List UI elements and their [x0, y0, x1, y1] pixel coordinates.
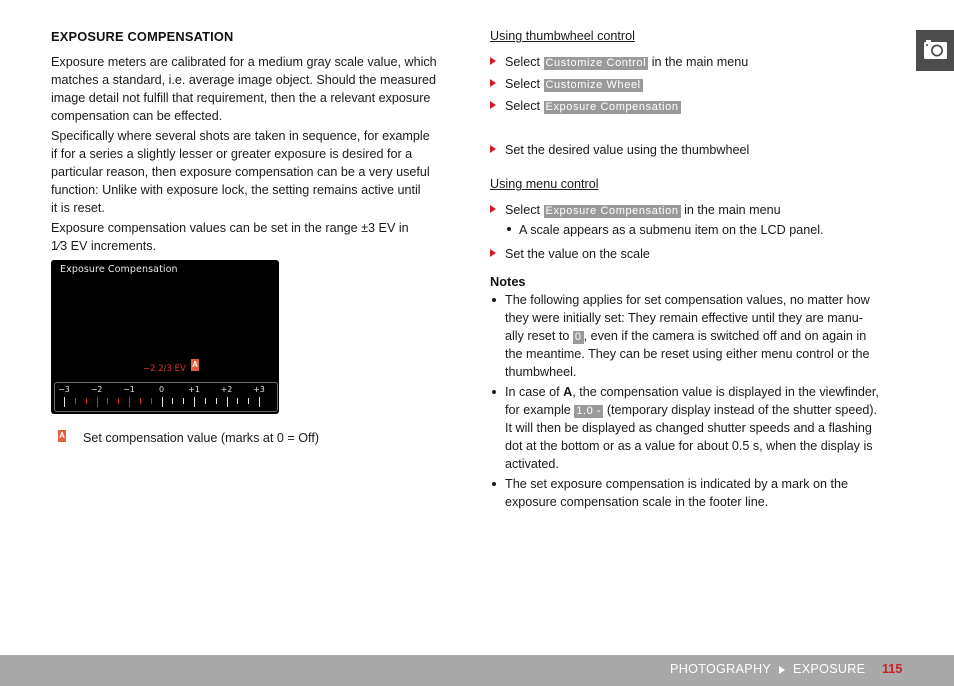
thumbwheel-step-2: Select Customize Wheel: [490, 75, 643, 93]
camera-icon: [916, 30, 954, 71]
scale-label: −3: [58, 385, 70, 394]
scale-label: 0: [158, 385, 165, 394]
menu-item-exposure-compensation: Exposure Compensation: [545, 205, 679, 217]
minor-tick: [183, 398, 184, 404]
scale-label: +1: [188, 385, 200, 394]
note-3: The set exposure compensation is indicated by a mark on the exposure compensation scale in the footer line.: [490, 475, 908, 511]
minor-tick: [172, 398, 173, 404]
major-tick: [97, 397, 98, 407]
major-tick: [227, 397, 228, 407]
menu-item-customize-wheel: Customize Wheel: [545, 79, 641, 91]
legend-text: Set compensation value (marks at 0 = Off): [83, 431, 320, 445]
minor-tick: [86, 398, 87, 404]
major-tick: [64, 397, 65, 407]
menu-sub-bullet: A scale appears as a submenu item on the LCD panel.: [507, 221, 824, 239]
paragraph-calibration: Exposure meters are calibrated for a medium gray scale value, which matches a standard, i.e. average image object. Should the measured image detail not fulfill that requirement, then the a relevant exposure compensation can be effected.: [51, 55, 437, 123]
triangle-arrow-icon: [490, 101, 496, 109]
note-2: In case of A, the compensation value is displayed in the viewfinder, for example 1.0 - (temporary display instead of the shutter speed). It will then be displayed as changed shutter speeds and a flashing dot at the bottom or as a value for about 0.5 s, when the display is activated.: [490, 383, 908, 473]
breadcrumb-arrow-icon: [779, 666, 785, 674]
note-1: The following applies for set compensation values, no matter how they were initially set: They remain effective until they are manu- ally reset to 0 , even if the camera is switched off and on again in the meantime. They can be reset using either menu control or the thumbwheel.: [490, 291, 908, 381]
thumbwheel-step-1: Select Customize Control in the main menu: [490, 53, 748, 71]
menu-step-2: Set the value on the scale: [490, 245, 650, 263]
screen-title: Exposure Compensation: [60, 264, 178, 275]
bullet-dot: [492, 390, 496, 394]
minor-tick: [107, 398, 108, 404]
menu-step-1: Select Exposure Compensation in the main menu: [490, 201, 781, 219]
thumbwheel-step-4: Set the desired value using the thumbwheel: [490, 141, 749, 159]
triangle-arrow-icon: [490, 205, 496, 213]
triangle-arrow-icon: [490, 79, 496, 87]
scale-label: −2: [90, 385, 103, 394]
bullet-dot: [492, 482, 496, 486]
lcd-screen-illustration: [51, 260, 279, 414]
major-tick: [194, 397, 195, 407]
viewfinder-value-highlight: 1.0 -: [576, 405, 602, 417]
chapter-tab: [916, 30, 954, 71]
legend-marker-a: A: [59, 431, 65, 440]
major-tick: [162, 397, 163, 407]
minor-tick: [237, 398, 238, 404]
minor-tick: [140, 398, 141, 404]
minor-tick: [75, 398, 76, 404]
paragraph-sequence: Specifically where several shots are taken in sequence, for example if for a series a slightly lesser or greater exposure is desired for a particular reason, then exposure compensation can be a very useful function: Unlike with exposure lock, the setting remains active until it is reset.: [51, 129, 430, 215]
triangle-arrow-icon: [490, 145, 496, 153]
bullet-dot: [492, 298, 496, 302]
triangle-arrow-icon: [490, 249, 496, 257]
triangle-arrow-icon: [490, 57, 496, 65]
bullet-dot: [507, 227, 511, 231]
footer-chapter: PHOTOGRAPHY: [670, 662, 772, 676]
scale-label: −1: [123, 385, 135, 394]
heading-thumbwheel-control: Using thumbwheel control: [490, 29, 635, 43]
minor-tick: [205, 398, 206, 404]
current-ev-value: −2 2/3 EV: [143, 364, 186, 374]
heading-menu-control: Using menu control: [490, 177, 599, 191]
scale-label: +3: [253, 385, 265, 394]
value-zero-highlight: 0: [574, 331, 582, 343]
menu-item-customize-control: Customize Control: [545, 57, 647, 69]
scale-label: +2: [220, 385, 233, 394]
ev-scale: [54, 382, 278, 412]
thumbwheel-step-3: Select Exposure Compensation: [490, 97, 681, 115]
marker-a-label: A: [192, 360, 198, 369]
minor-tick: [118, 398, 119, 404]
page-number: 115: [882, 662, 903, 676]
major-tick: [259, 397, 260, 407]
major-tick: [129, 397, 130, 407]
paragraph-range: Exposure compensation values can be set in the range ±3 EV in 1⁄3 EV increments.: [51, 221, 409, 253]
menu-item-exposure-compensation: Exposure Compensation: [545, 101, 679, 113]
footer-section: EXPOSURE: [793, 662, 866, 676]
notes-heading: Notes: [490, 274, 526, 289]
section-title: EXPOSURE COMPENSATION: [51, 29, 234, 44]
minor-tick: [151, 398, 152, 404]
minor-tick: [216, 398, 217, 404]
minor-tick: [248, 398, 249, 404]
